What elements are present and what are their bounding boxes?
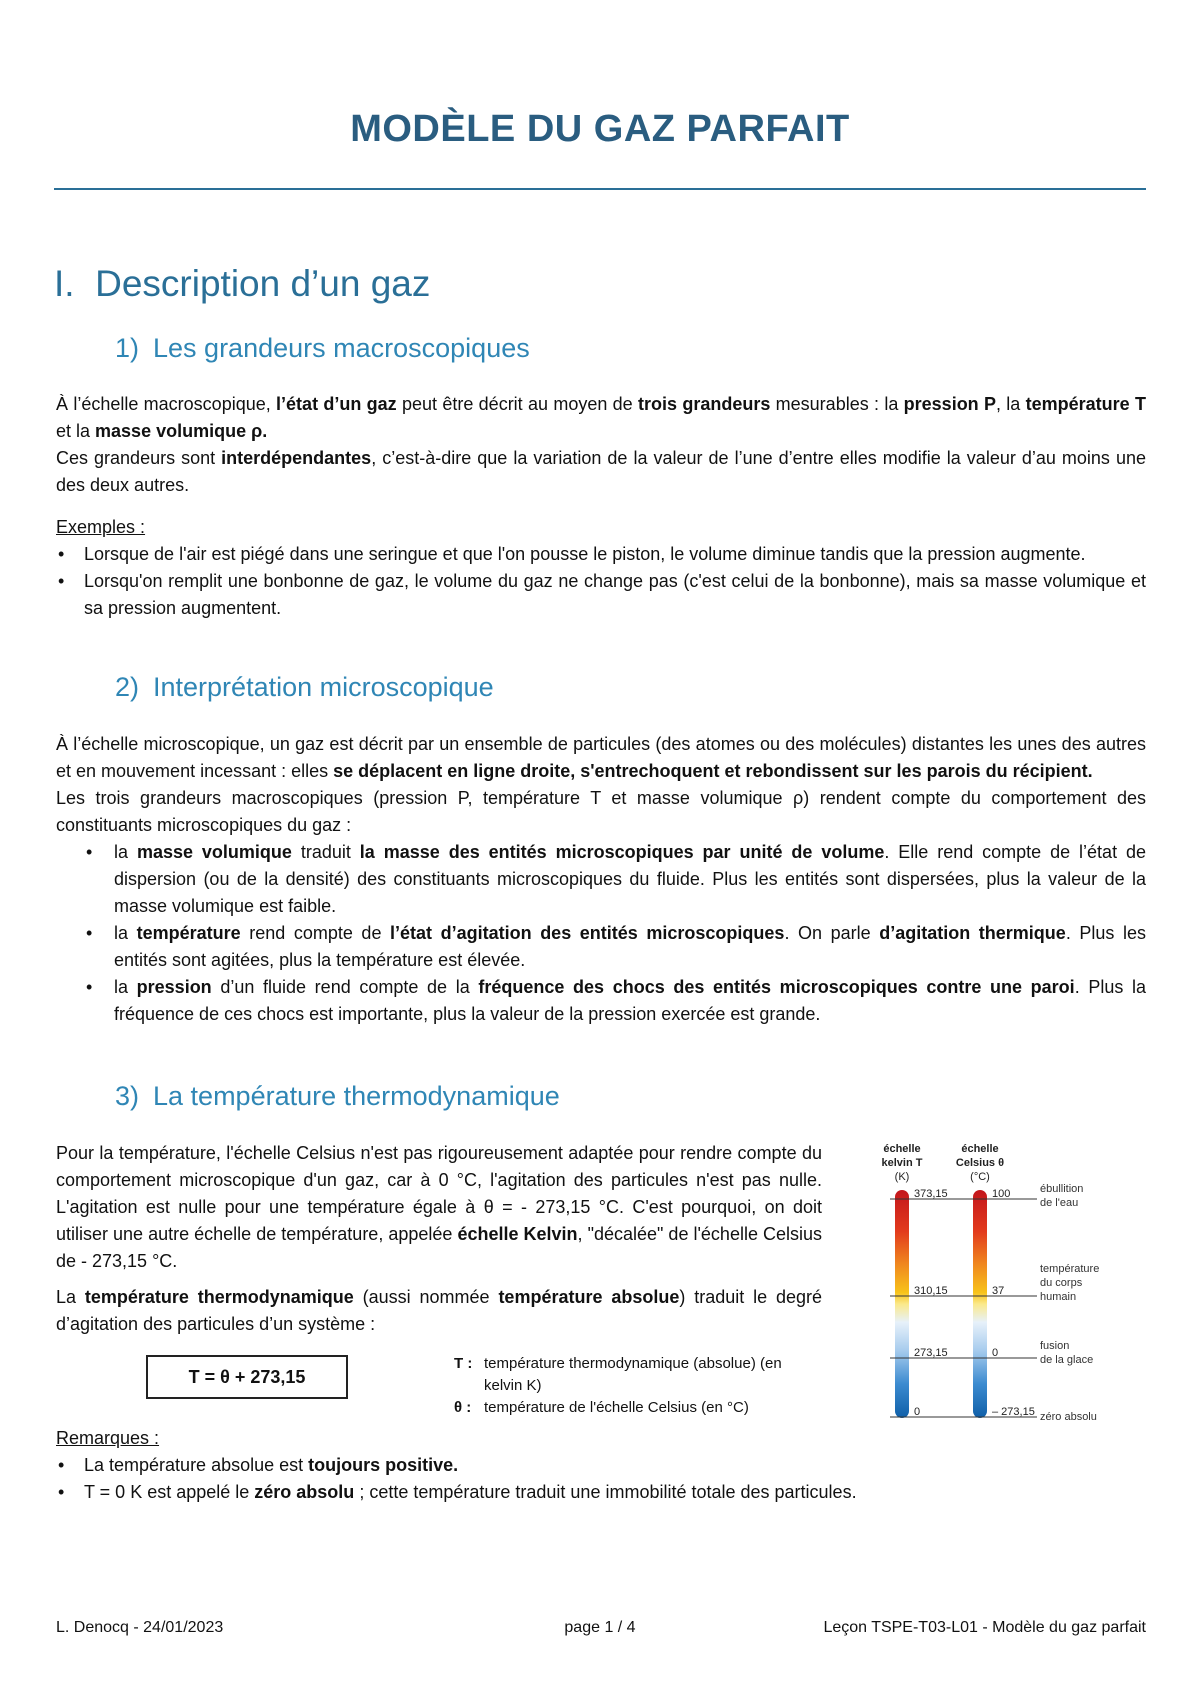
section-heading — [54, 263, 430, 305]
label-ice: de la glace — [1040, 1354, 1094, 1366]
label-boiling: de l'eau — [1040, 1197, 1079, 1209]
kelvin-value: 310,15 — [914, 1285, 948, 1297]
formula-legend: T : température thermodynamique (absolue) (en kelvin K) θ : température de l'échelle Celsius (en °C) — [454, 1355, 782, 1416]
page-title: MODÈLE DU GAZ PARFAIT — [350, 108, 850, 150]
title-divider — [54, 188, 1146, 190]
kelvin-value: 0 — [914, 1406, 921, 1418]
list-item: • T = 0 K est appelé le zéro absolu ; cette température traduit une immobilité totale des particules. — [56, 1479, 1146, 1506]
kelvin-tube — [895, 1190, 909, 1418]
examples-label: Exemples : — [56, 517, 146, 537]
kelvin-header-2: kelvin T — [881, 1157, 923, 1169]
celsius-value: – 273,15 — [992, 1406, 1035, 1418]
footer-page: page 1 / 4 — [564, 1619, 636, 1636]
kelvin-header-3: (K) — [894, 1171, 910, 1183]
list-item: • Lorsque de l'air est piégé dans une seringue et que l'on pousse le piston, le volume diminue tandis que la pression augmente. — [56, 541, 1146, 568]
list-item: • La température absolue est toujours positive. — [56, 1452, 1146, 1479]
list-item: • Lorsqu'on remplit une bonbonne de gaz, le volume du gaz ne change pas (c'est celui de la bonbonne), mais sa masse volumique et sa pression augmentent. — [56, 568, 1146, 622]
kelvin-value: 373,15 — [914, 1188, 948, 1200]
paragraph-kelvin: Pour la température, l'échelle Celsius n'est pas rigoureusement adaptée pour rendre compte du comportement microscopique d'un gaz, car à 0 °C, l'agitation des particules n'est pas nulle. L'agitation est nulle pour une température égale à θ = - 273,15 °C. C'est pourquoi, on doit utiliser une autre échelle de température, appelée échelle Kelvin, "décalée" de l'échelle Celsius de - 273,15 °C. La température thermodynamique (aussi nommée température absolue) traduit le degré d’agitation des particules d’un système : — [56, 1143, 823, 1334]
label-body: humain — [1040, 1291, 1077, 1303]
celsius-header-3: (°C) — [970, 1171, 990, 1183]
paragraph-microscopic: À l’échelle microscopique, un gaz est décrit par un ensemble de particules (des atomes ou des molécules) distantes les unes des autres et en mouvement incessant : elles se déplacent en ligne droite, s'entrechoquent et rebondissent sur les parois du récipient. Les trois grandeurs macroscopiques (pression P, température T et masse volumique ρ) rendent compte du comportement des constituants microscopiques du gaz : • la masse volumique traduit la masse des entités microscopiques par unité de volume. Elle rend compte de l’état de dispersion (ou de la densité) des constituants microscopiques du fluide. Plus les entités sont dispersées, plus la valeur de la masse volumique est faible. • la température rend compte de l’état d’agitation des entités microscopiques. On parle d’agitation thermique. Plus les entités sont agitées, plus la température est élevée. • la pression d’un fluide rend compte de la fréquence des chocs des entités microscopiques contre une paroi. Plus la fréquence de ces chocs est importante, plus la valeur de la pression exercée est grande. — [56, 731, 1146, 1028]
label-body: du corps — [1040, 1277, 1083, 1289]
footer-lesson: Leçon TSPE-T03-L01 - Modèle du gaz parfait — [823, 1619, 1146, 1636]
section-number: I. — [54, 263, 75, 304]
section-title: Description d’un gaz — [95, 263, 431, 304]
celsius-value: 37 — [992, 1285, 1005, 1297]
label-body: température — [1040, 1263, 1100, 1275]
label-zero: zéro absolu — [1040, 1411, 1097, 1420]
kelvin-value: 273,15 — [914, 1347, 948, 1359]
list-item: • la température rend compte de l’état d’agitation des entités microscopiques. On parle d’agitation thermique. Plus les entités sont agitées, plus la température est élevée. — [56, 920, 1146, 974]
celsius-value: 100 — [992, 1188, 1011, 1200]
remarks-block — [56, 1425, 1146, 1506]
subsection-heading-2: 2) Interprétation microscopique — [115, 672, 494, 702]
celsius-tube — [973, 1190, 987, 1418]
list-item: • la masse volumique traduit la masse des entités microscopiques par unité de volume. Elle rend compte de l’état de dispersion (ou de la densité) des constituants microscopiques du fluide. Plus les entités sont dispersées, plus la valeur de la masse volumique est faible. — [56, 839, 1146, 920]
label-ice: fusion — [1040, 1340, 1070, 1352]
kelvin-header-1: échelle — [883, 1143, 921, 1155]
celsius-value: 0 — [992, 1347, 999, 1359]
paragraph-macroscopic: À l’échelle macroscopique, l’état d’un gaz peut être décrit au moyen de trois grandeurs mesurables : la pression P, la température T et la masse volumique ρ. Ces grandeurs sont interdépendantes, c’est-à-dire que la variation de la valeur de l’une d’entre elles modifie la valeur d’au moins une des deux autres. — [56, 394, 1146, 495]
celsius-header-2: Celsius θ — [955, 1157, 1005, 1169]
remarks-label: Remarques : — [56, 1428, 160, 1448]
label-boiling: ébullition — [1040, 1183, 1084, 1195]
footer-author: L. Denocq - 24/01/2023 — [56, 1619, 224, 1636]
celsius-header-1: échelle — [961, 1143, 999, 1155]
subsection-heading-3: 3) La température thermodynamique — [115, 1081, 560, 1111]
examples-block — [56, 514, 1146, 622]
formula-box: T = θ + 273,15 — [146, 1355, 348, 1399]
thermometer-figure — [872, 1138, 1152, 1420]
list-item: • la pression d’un fluide rend compte de la fréquence des chocs des entités microscopiques contre une paroi. Plus la fréquence de ces chocs est importante, plus la valeur de la pression exercée est grande. — [56, 974, 1146, 1028]
subsection-heading-1: 1) Les grandeurs macroscopiques — [115, 333, 530, 363]
